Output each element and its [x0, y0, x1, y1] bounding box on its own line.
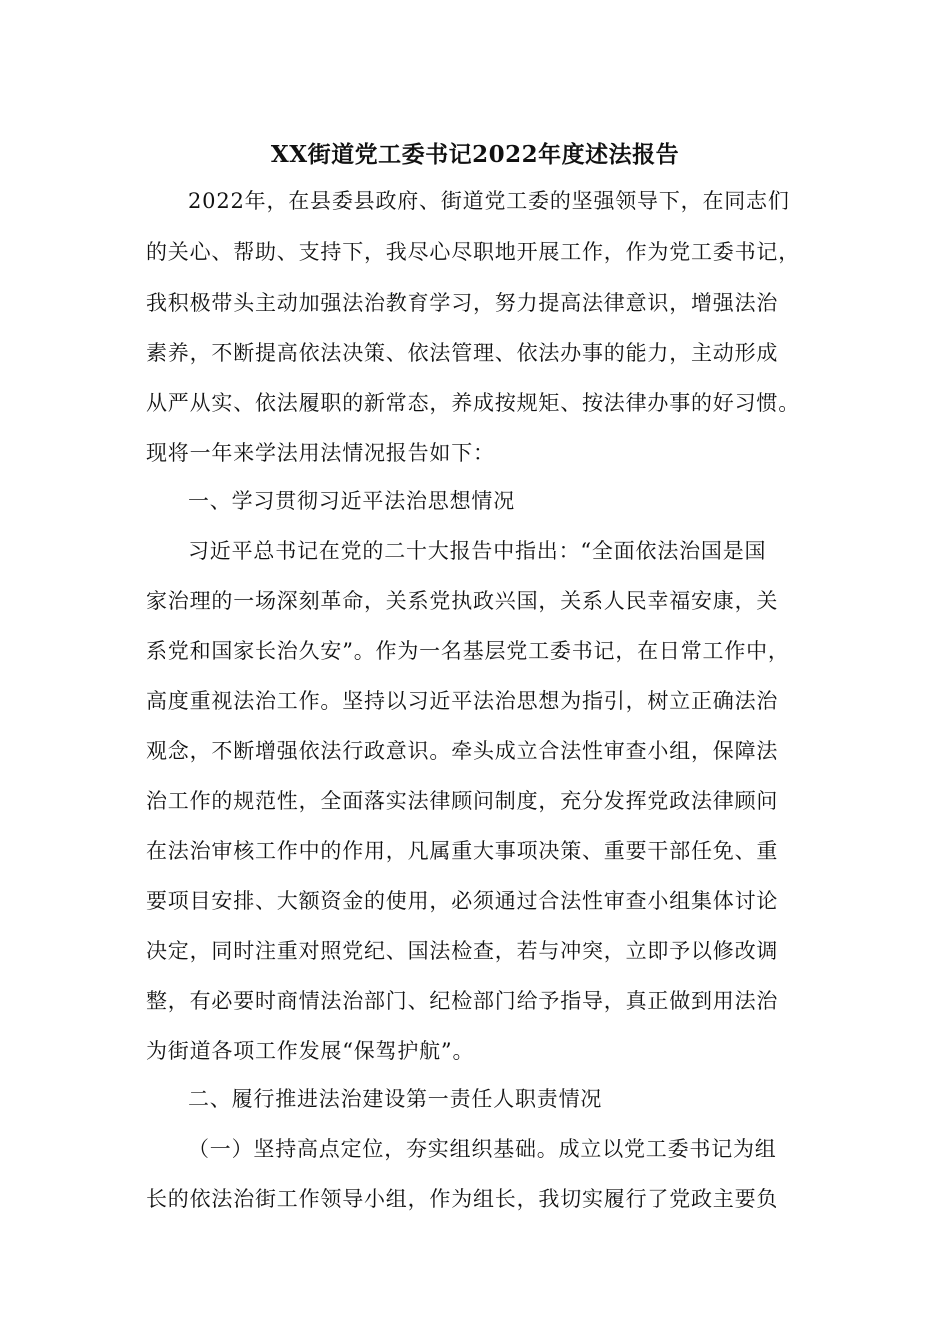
paragraph-line: 长的依法治街工作领导小组，作为组长，我切实履行了党政主要负: [146, 1187, 779, 1211]
paragraph-line: 治工作的规范性，全面落实法律顾问制度，充分发挥党政法律顾问: [146, 789, 779, 813]
document-title: XX街道党工委书记2022年度述法报告: [270, 141, 680, 168]
section-heading-2: 二、履行推进法治建设第一责任人职责情况: [188, 1087, 603, 1111]
section-heading-1: 一、学习贯彻习近平法治思想情况: [188, 489, 515, 513]
paragraph-line: 决定，同时注重对照党纪、国法检查，若与冲突，立即予以修改调: [146, 939, 779, 963]
paragraph-line: 从严从实、依法履职的新常态，养成按规矩、按法律办事的好习惯。: [146, 391, 800, 415]
paragraph-line: 家治理的一场深刻革命，关系党执政兴国，关系人民幸福安康，关: [146, 589, 779, 613]
subsection-line: （一）坚持高点定位，夯实组织基础。成立以党工委书记为组: [188, 1137, 777, 1161]
paragraph-line: 观念，不断增强依法行政意识。牵头成立合法性审查小组，保障法: [146, 739, 779, 763]
paragraph-line: 习近平总书记在党的二十大报告中指出：“全面依法治国是国: [188, 539, 767, 563]
paragraph-line: 整，有必要时商情法治部门、纪检部门给予指导，真正做到用法治: [146, 989, 779, 1013]
paragraph-line: 2022年，在县委县政府、街道党工委的坚强领导下，在同志们: [188, 189, 790, 213]
paragraph-line: 素养，不断提高依法决策、依法管理、依法办事的能力，主动形成: [146, 341, 779, 365]
paragraph-line: 在法治审核工作中的作用，凡属重大事项决策、重要干部任免、重: [146, 839, 779, 863]
paragraph-line: 现将一年来学法用法情况报告如下：: [146, 441, 495, 465]
paragraph-line: 为街道各项工作发展“保驾护航”。: [146, 1039, 475, 1063]
paragraph-line: 我积极带头主动加强法治教育学习，努力提高法律意识，增强法治: [146, 291, 779, 315]
paragraph-line: 系党和国家长治久安”。作为一名基层党工委书记，在日常工作中，: [146, 639, 790, 663]
paragraph-line: 要项目安排、大额资金的使用，必须通过合法性审查小组集体讨论: [146, 889, 779, 913]
paragraph-line: 的关心、帮助、支持下，我尽心尽职地开展工作，作为党工委书记，: [146, 240, 800, 264]
paragraph-line: 高度重视法治工作。坚持以习近平法治思想为指引，树立正确法治: [146, 689, 779, 713]
